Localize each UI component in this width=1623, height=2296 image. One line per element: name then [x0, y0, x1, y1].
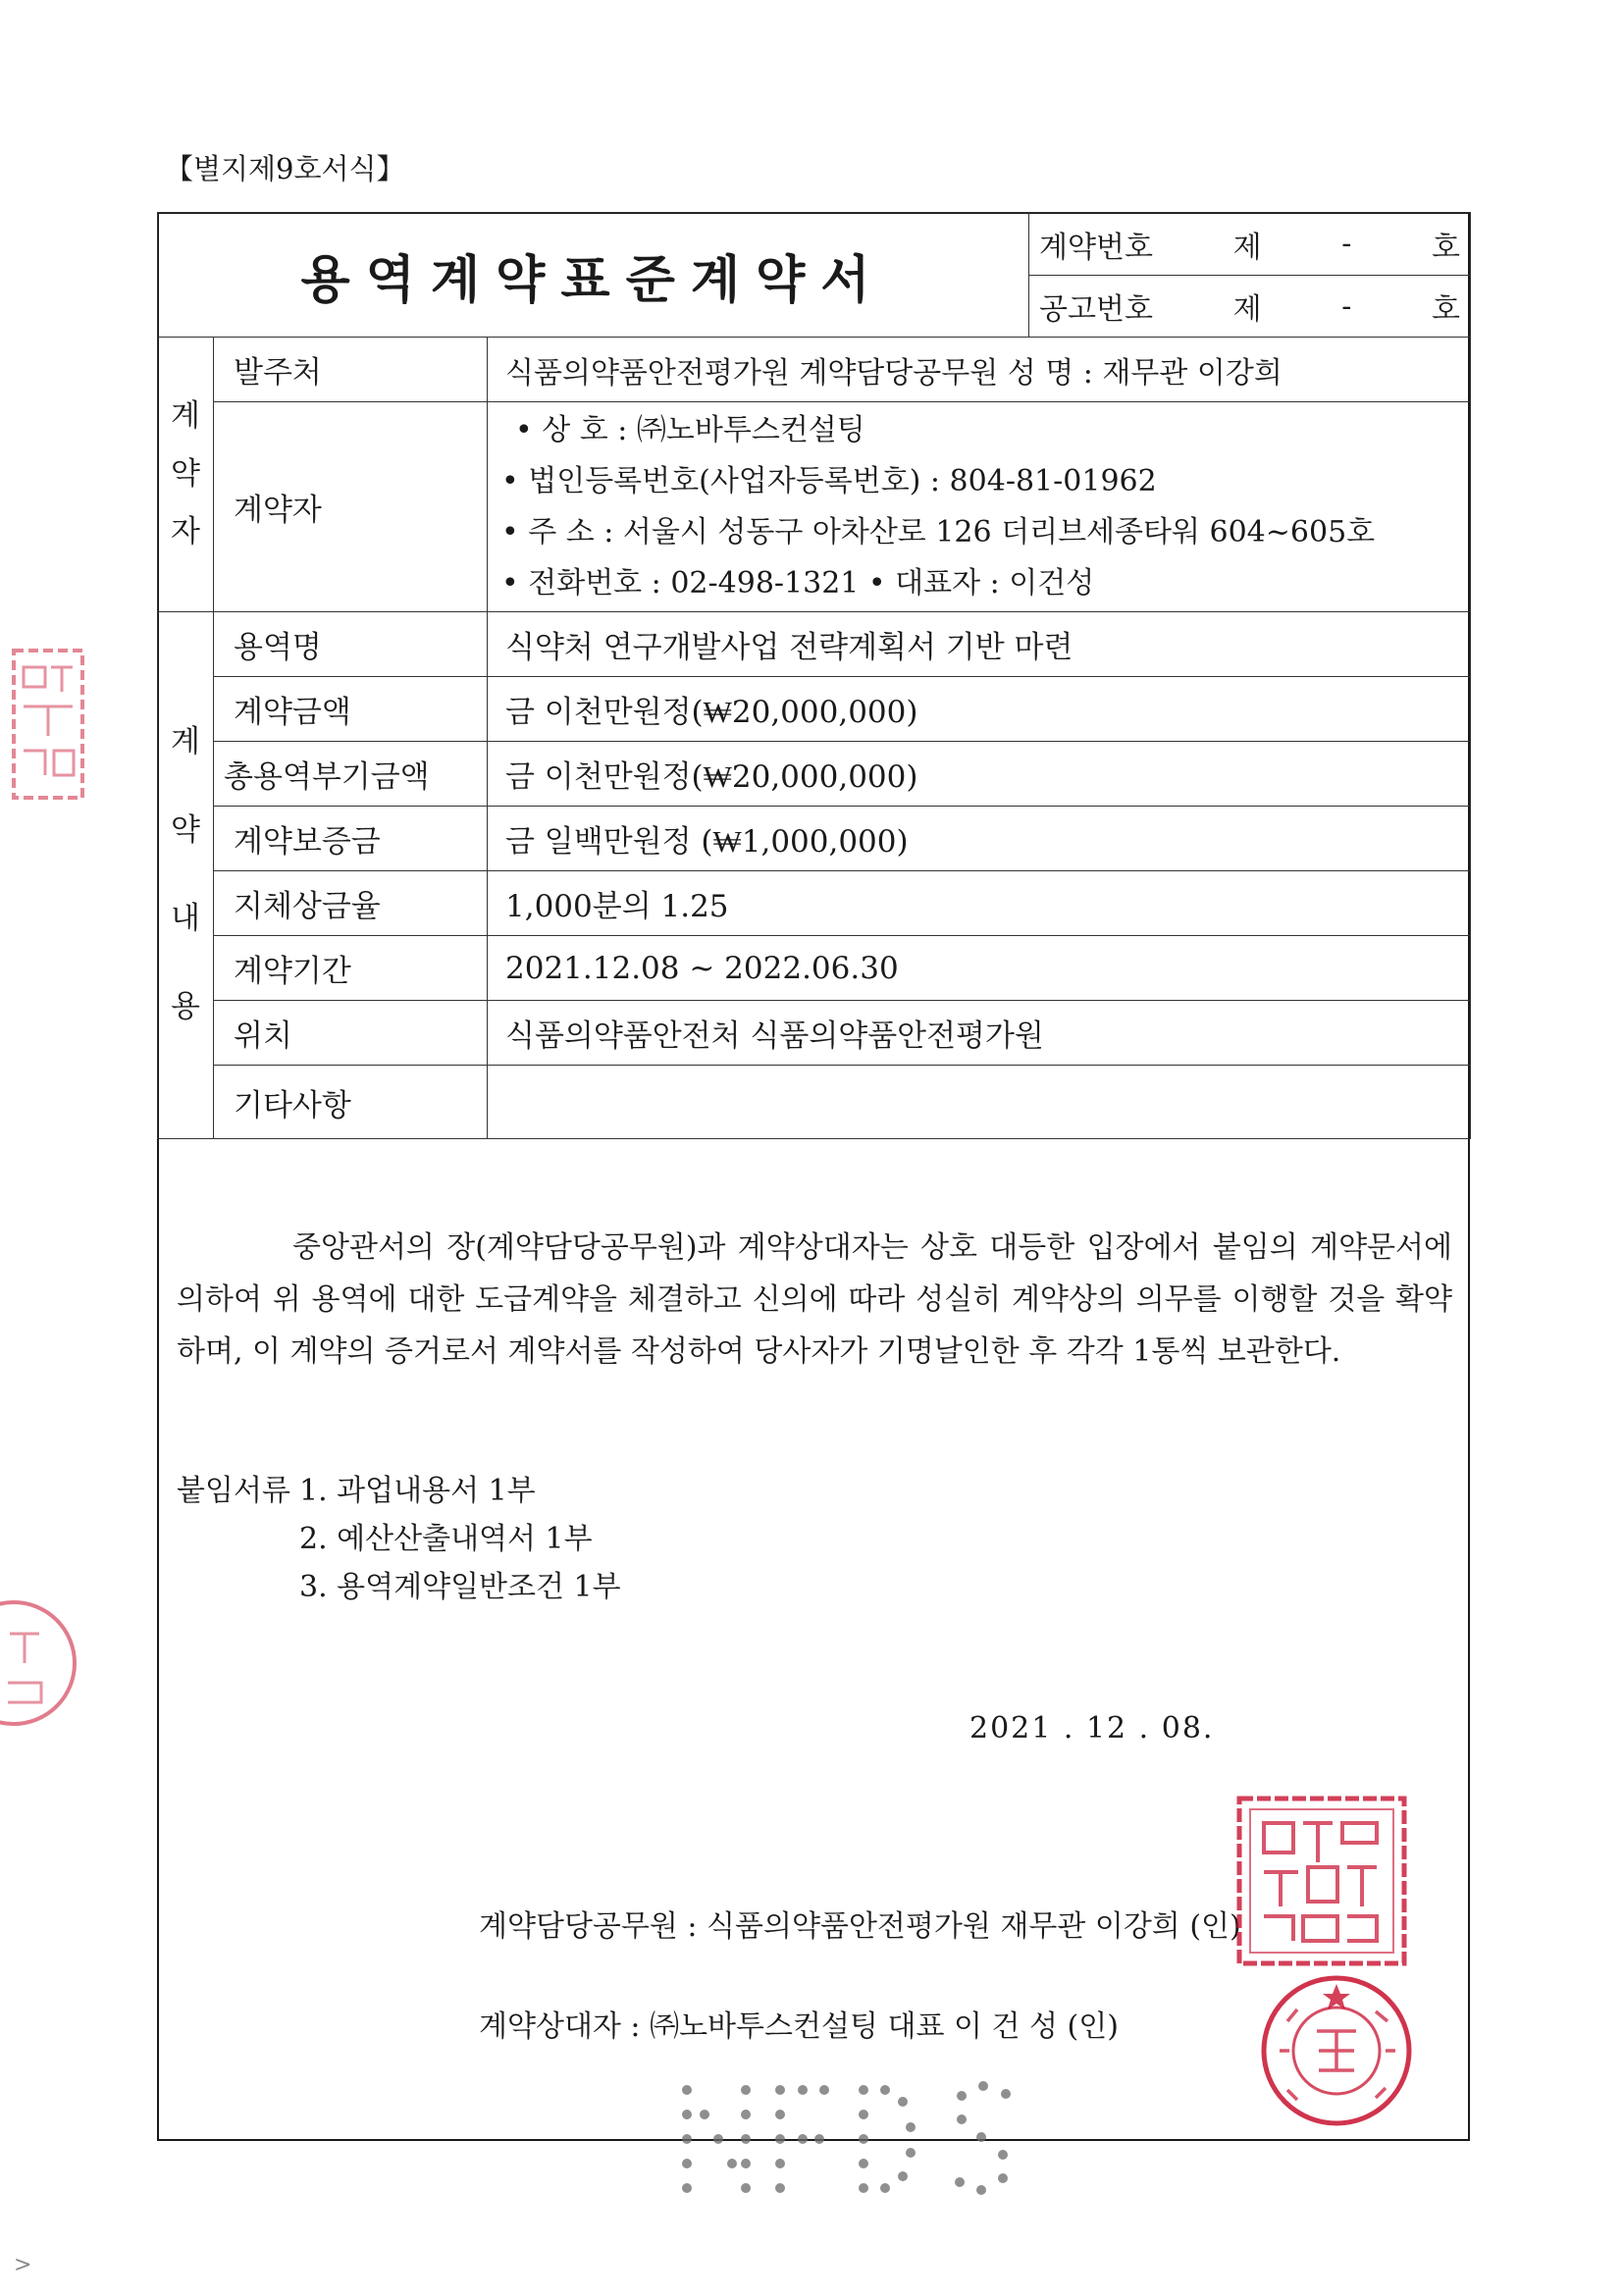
partial-seal-icon — [0, 1590, 84, 1737]
attachments-heading: 붙임서류 — [177, 1474, 290, 1508]
notice-number-suffix: 호 — [1432, 292, 1460, 327]
contractor-address: • 주 소 : 서울시 성동구 아차산로 126 더리브세종타워 604~605호 — [501, 514, 1376, 549]
contract-period-label: 계약기간 — [214, 936, 488, 1001]
party-section-label: 계 약 자 — [158, 338, 214, 612]
agreement-paragraph: 중앙관서의 장(계약담당공무원)과 계약상대자는 상호 대등한 입장에서 붙임의 계약문서에 의하여 위 용역에 대한 도급계약을 체결하고 신의에 따라 성실히 계약상의 의무를 이행할 것을 확약하며, 이 계약의 증거로서 계약서를 작성하여 당사자가 기명날인한 후 각각 1통씩 보관한다. — [177, 1230, 1452, 1369]
perforation-watermark — [667, 2070, 1040, 2218]
contract-period-value: 2021.12.08 ~ 2022.06.30 — [488, 936, 1471, 1001]
form-label: 【별지제9호서식】 — [165, 152, 405, 185]
contractor-company: • 상 호 : ㈜노바투스컨설팅 — [515, 412, 865, 447]
location-value: 식품의약품안전처 식품의약품안전평가원 — [488, 1001, 1471, 1066]
contractor-registration: • 법인등록번호(사업자등록번호) : 804-81-01962 — [501, 463, 1157, 498]
company-seal-icon — [1258, 1972, 1415, 2129]
attachments-list — [177, 1467, 621, 1611]
contractor-phone-ceo: • 전화번호 : 02-498-1321 • 대표자 : 이건성 — [501, 565, 1095, 600]
notice-number-prefix: 제 — [1232, 292, 1262, 327]
attachment-item: 1. 과업내용서 1부 — [299, 1474, 536, 1508]
content-section-label: 계 약 내 용 — [158, 612, 214, 1139]
notice-number-label: 공고번호 — [1039, 292, 1153, 327]
official-signature-line: 계약담당공무원 : 식품의약품안전평가원 재무관 이강희 (인) — [479, 1909, 1241, 1944]
contract-number-label: 계약번호 — [1039, 230, 1153, 265]
notice-number-row — [1029, 276, 1471, 338]
contractor-info — [488, 402, 1471, 612]
contractor-label: 계약자 — [214, 402, 488, 612]
total-amount-value: 금 이천만원정(₩20,000,000) — [488, 742, 1471, 807]
location-label: 위치 — [214, 1001, 488, 1066]
attachment-item: 2. 예산산출내역서 1부 — [299, 1522, 593, 1556]
document-title: 용역계약표준계약서 — [158, 213, 1029, 338]
other-matters-label: 기타사항 — [214, 1066, 488, 1139]
partial-seal-icon — [0, 643, 90, 809]
corner-mark: > — [14, 2253, 32, 2277]
contractor-signature-line: 계약상대자 : ㈜노바투스컨설팅 대표 이 건 성 (인) — [479, 2009, 1119, 2044]
official-seal-icon — [1234, 1794, 1409, 1968]
contract-number-suffix: 호 — [1432, 230, 1460, 265]
contract-amount-label: 계약금액 — [214, 677, 488, 742]
client-value: 식품의약품안전평가원 계약담당공무원 성 명 : 재무관 이강희 — [488, 338, 1471, 402]
client-label: 발주처 — [214, 338, 488, 402]
penalty-rate-value: 1,000분의 1.25 — [488, 871, 1471, 936]
attachment-item: 3. 용역계약일반조건 1부 — [299, 1570, 621, 1604]
notice-number-dash: - — [1341, 288, 1352, 324]
contract-number-prefix: 제 — [1232, 230, 1262, 265]
contract-amount-value: 금 이천만원정(₩20,000,000) — [488, 677, 1471, 742]
penalty-rate-label: 지체상금율 — [214, 871, 488, 936]
contract-table — [157, 212, 1471, 1139]
total-amount-label: 총용역부기금액 — [214, 742, 488, 807]
deposit-value: 금 일백만원정 (₩1,000,000) — [488, 807, 1471, 871]
other-matters-value — [488, 1066, 1471, 1139]
contract-number-row — [1029, 213, 1471, 276]
service-name-value: 식약처 연구개발사업 전략계획서 기반 마련 — [488, 612, 1471, 677]
contract-number-dash: - — [1341, 227, 1352, 261]
deposit-label: 계약보증금 — [214, 807, 488, 871]
contract-date: 2021 . 12 . 08. — [969, 1711, 1215, 1746]
service-name-label: 용역명 — [214, 612, 488, 677]
